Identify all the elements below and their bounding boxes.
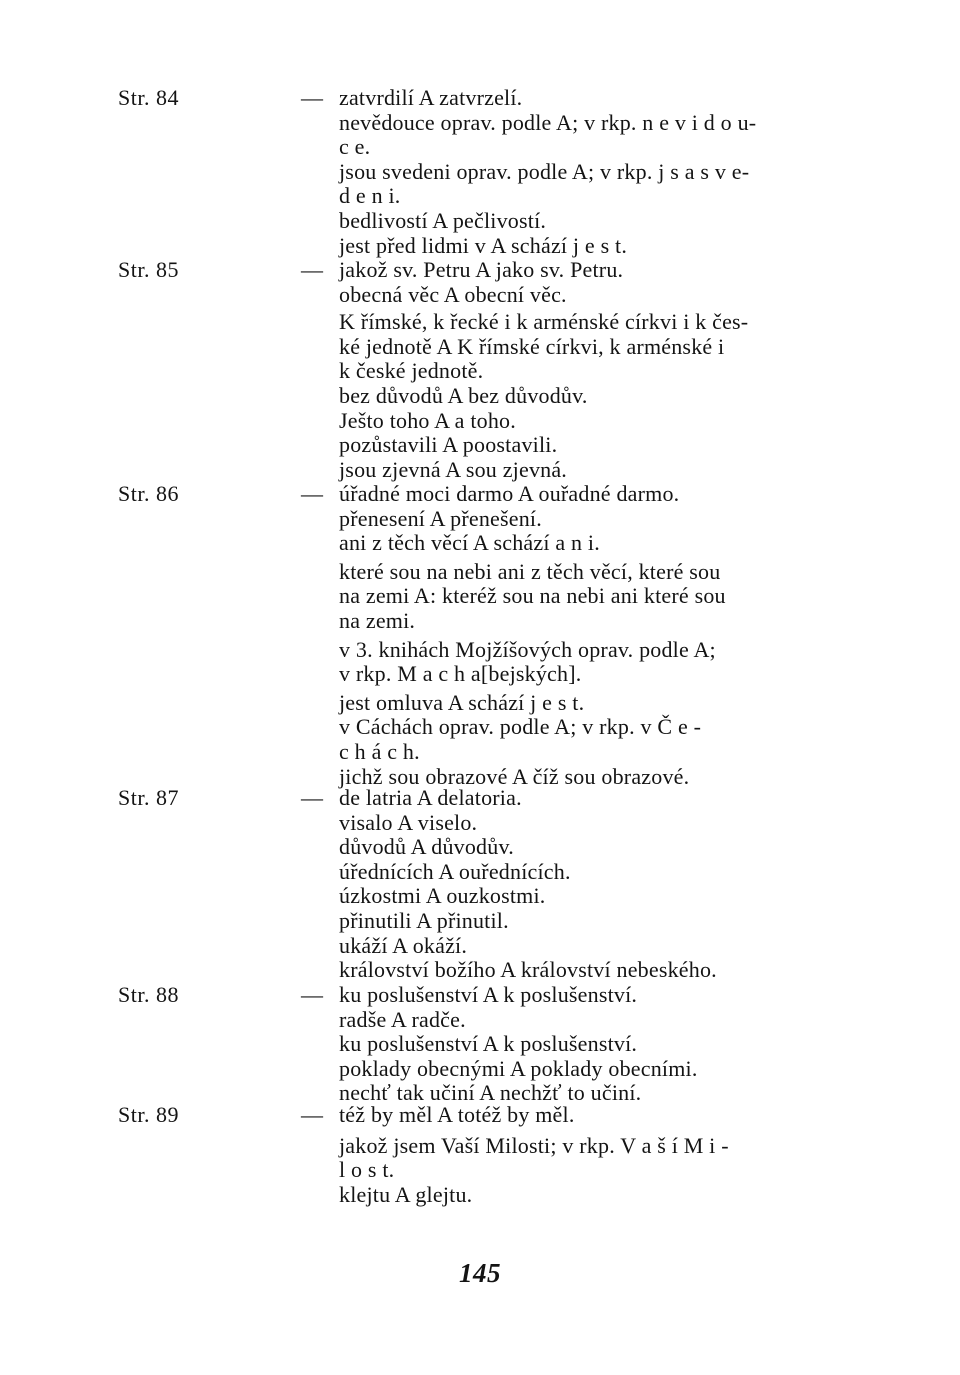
errata-line: království božího A království nebeského. — [339, 957, 717, 983]
errata-line: radše A radče. — [339, 1006, 466, 1032]
errata-line: ani z těch věcí A schází a n i. — [339, 530, 600, 556]
errata-line: nechť tak učiní A nechžť to učiní. — [339, 1080, 642, 1106]
errata-line: úřednících A ouřednících. — [339, 858, 571, 884]
errata-line: jichž sou obrazové A číž sou obrazové. — [339, 763, 690, 789]
errata-line: v rkp. M a c h a[bejských]. — [339, 661, 582, 687]
errata-line: klejtu A glejtu. — [339, 1181, 473, 1207]
errata-line: k české jednotě. — [339, 358, 484, 384]
errata-line: ku poslušenství A k poslušenství. — [339, 982, 638, 1007]
errata-line: v Cáchách oprav. podle A; v rkp. v Č e - — [339, 714, 702, 740]
errata-entries — [339, 983, 854, 1106]
errata-entries — [339, 786, 854, 983]
errata-line: c e. — [339, 134, 371, 160]
errata-line: l o s t. — [339, 1157, 395, 1183]
errata-line: bedlivostí A pečlivostí. — [339, 207, 547, 233]
errata-line: visalo A viselo. — [339, 809, 478, 835]
errata-line: c h á c h. — [339, 738, 420, 764]
errata-line: jsou zjevná A sou zjevná. — [339, 456, 568, 482]
entry-dash: — — [301, 1102, 323, 1127]
errata-line: jest omluva A schází j e s t. — [339, 689, 585, 715]
page-reference: Str. 86 — [118, 481, 179, 506]
errata-line: jsou svedeni oprav. podle A; v rkp. j s a s v e- — [339, 158, 750, 184]
errata-line: na zemi. — [339, 607, 416, 633]
errata-line: ké jednotě A K římské církvi, k arménské i — [339, 333, 725, 359]
entry-dash: — — [301, 257, 323, 282]
errata-line: jakož sv. Petru A jako sv. Petru. — [339, 257, 624, 282]
errata-line: poklady obecnými A poklady obecními. — [339, 1055, 698, 1081]
errata-entries — [339, 258, 854, 482]
page-reference: Str. 88 — [118, 982, 179, 1007]
errata-line: bez důvodů A bez důvodův. — [339, 382, 588, 408]
page-reference: Str. 89 — [118, 1102, 179, 1127]
page-reference: Str. 87 — [118, 785, 179, 810]
errata-line: v 3. knihách Mojžíšových oprav. podle A; — [339, 636, 716, 662]
errata-line: pozůstavili A poostavili. — [339, 432, 558, 458]
errata-entries — [339, 1103, 854, 1207]
errata-entries — [339, 86, 854, 258]
errata-line: úřadné moci darmo A ouřadné darmo. — [339, 481, 680, 506]
errata-line: též by měl A totéž by měl. — [339, 1102, 575, 1127]
errata-line: ku poslušenství A k poslušenství. — [339, 1031, 638, 1057]
errata-line: obecná věc A obecní věc. — [339, 281, 567, 307]
errata-line: ukáží A okáží. — [339, 932, 468, 958]
errata-line: přenesení A přenešení. — [339, 505, 542, 531]
entry-dash: — — [301, 481, 323, 506]
errata-line: K římské, k řecké i k arménské církvi i k čes- — [339, 309, 749, 335]
page-reference: Str. 84 — [118, 85, 179, 110]
errata-line: důvodů A důvodův. — [339, 834, 514, 860]
errata-line: které sou na nebi ani z těch věcí, které sou — [339, 558, 721, 584]
errata-line: nevědouce oprav. podle A; v rkp. n e v i d o u- — [339, 109, 757, 135]
errata-line: Ješto toho A a toho. — [339, 407, 516, 433]
errata-line: jakož jsem Vaší Milosti; v rkp. V a š í M i - — [339, 1132, 729, 1158]
errata-line: jest před lidmi v A schází j e s t. — [339, 232, 628, 258]
page-number: 145 — [459, 1258, 501, 1288]
errata-entries — [339, 482, 854, 789]
entry-dash: — — [301, 982, 323, 1007]
errata-line: zatvrdilí A zatvrzelí. — [339, 85, 523, 110]
entry-dash: — — [301, 785, 323, 810]
errata-line: přinutili A přinutil. — [339, 907, 509, 933]
errata-line: na zemi A: kteréž sou na nebi ani které sou — [339, 583, 726, 609]
entry-dash: — — [301, 85, 323, 110]
page-reference: Str. 85 — [118, 257, 179, 282]
errata-line: úzkostmi A ouzkostmi. — [339, 883, 546, 909]
errata-line: d e n i. — [339, 183, 401, 209]
errata-line: de latria A delatoria. — [339, 785, 522, 810]
